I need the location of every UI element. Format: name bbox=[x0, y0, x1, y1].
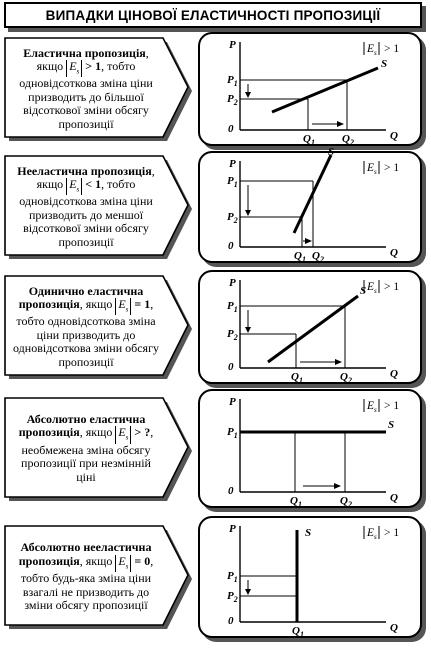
case-description: , тобто будь-яка зміна ціни взагалі не призводить до зміни обсягу пропозиції bbox=[20, 553, 154, 613]
supply-graph bbox=[200, 272, 420, 385]
case-description: , тобто одновідсоткова зміна ціни призводить до більшої відсоткової зміни обсягу пропозиції bbox=[19, 59, 153, 131]
svg-text:s: s bbox=[374, 287, 377, 295]
case-condition-relation: = 1 bbox=[134, 297, 151, 312]
quantity-label: $Q_2$ bbox=[340, 495, 352, 509]
elasticity-symbol: $E_s$ bbox=[66, 60, 82, 77]
origin-label: 0 bbox=[228, 615, 234, 627]
case-condition-prefix: , якщо bbox=[36, 163, 155, 192]
supply-graph-panel bbox=[198, 516, 422, 638]
svg-text:s: s bbox=[374, 168, 377, 176]
case-text bbox=[8, 275, 164, 379]
svg-text:> 1: > 1 bbox=[384, 281, 400, 293]
case-text bbox=[8, 525, 164, 629]
supply-graph-panel bbox=[198, 32, 422, 146]
case-condition-relation: > 1 bbox=[85, 59, 102, 74]
case-description: , необмежена зміна обсягу пропозиції при незмінній ціні bbox=[21, 425, 154, 484]
case-row bbox=[0, 389, 431, 512]
case-description-panel bbox=[4, 275, 190, 379]
origin-label: 0 bbox=[228, 485, 234, 497]
case-description-panel bbox=[4, 155, 190, 259]
svg-text:E: E bbox=[367, 281, 375, 293]
case-name: Одинично еластична пропозиція bbox=[18, 283, 144, 312]
case-name: Абсолютно нееластична пропозиція bbox=[18, 540, 152, 568]
elasticity-symbol: $E_s$ bbox=[115, 555, 131, 572]
price-label: $P_2$ bbox=[227, 93, 238, 107]
quantity-label: $Q_1$ bbox=[291, 371, 303, 385]
price-label: $P_1$ bbox=[227, 74, 238, 88]
svg-text:E: E bbox=[367, 43, 375, 55]
price-axis-label: P bbox=[229, 158, 236, 170]
svg-text:> 1: > 1 bbox=[384, 527, 400, 539]
case-row bbox=[0, 32, 431, 150]
supply-curve-label: S bbox=[305, 527, 312, 539]
case-row bbox=[0, 516, 431, 642]
case-condition-prefix: , якщо bbox=[79, 425, 113, 440]
quantity-label: $Q_1$ bbox=[290, 495, 302, 509]
svg-text:s: s bbox=[374, 533, 377, 541]
case-description-panel bbox=[4, 525, 190, 629]
svg-text:E: E bbox=[367, 527, 375, 539]
origin-label: 0 bbox=[228, 361, 234, 373]
case-row bbox=[0, 146, 431, 267]
case-condition-prefix: , якщо bbox=[36, 45, 149, 74]
price-axis-label: P bbox=[229, 277, 236, 289]
elasticity-symbol: $E_s$ bbox=[66, 178, 82, 195]
quantity-label: $Q_2$ bbox=[342, 133, 354, 147]
supply-graph bbox=[200, 34, 420, 147]
price-label: $P_1$ bbox=[227, 300, 238, 314]
quantity-axis-label: Q bbox=[390, 247, 398, 259]
svg-text:E: E bbox=[367, 162, 375, 174]
case-name: Еластична пропозиція bbox=[23, 45, 146, 60]
price-label: $P_2$ bbox=[227, 211, 238, 225]
case-description-panel bbox=[4, 37, 190, 141]
supply-curve-label: S bbox=[388, 419, 395, 431]
case-condition-relation: < 1 bbox=[85, 177, 102, 192]
elasticity-symbol: $E_s$ bbox=[115, 298, 131, 315]
quantity-axis-label: Q bbox=[390, 368, 398, 380]
quantity-label: $Q_1$ bbox=[294, 250, 306, 264]
supply-graph bbox=[200, 146, 420, 264]
supply-curve-label: S bbox=[328, 146, 335, 158]
quantity-label: $Q_1$ bbox=[303, 133, 315, 147]
price-axis-label: P bbox=[229, 39, 236, 51]
svg-text:> 1: > 1 bbox=[384, 43, 400, 55]
svg-text:> 1: > 1 bbox=[384, 162, 400, 174]
supply-curve-label: S bbox=[360, 285, 367, 297]
svg-text:E: E bbox=[367, 400, 375, 412]
case-row bbox=[0, 270, 431, 388]
case-condition-relation: > ? bbox=[134, 425, 151, 440]
quantity-axis-label: Q bbox=[390, 622, 398, 634]
case-text bbox=[8, 155, 164, 259]
origin-label: 0 bbox=[228, 240, 234, 252]
supply-graph-panel bbox=[198, 270, 422, 384]
case-name: Нееластична пропозиція bbox=[17, 163, 152, 178]
case-condition-prefix: , якщо bbox=[79, 553, 113, 568]
quantity-label: $Q_1$ bbox=[292, 625, 304, 639]
price-label: $P_1$ bbox=[227, 175, 238, 189]
elasticity-label bbox=[364, 42, 399, 57]
case-name: Абсолютно еластична пропозиція bbox=[18, 411, 146, 440]
supply-curve-label: S bbox=[381, 58, 388, 70]
elasticity-label bbox=[364, 526, 399, 541]
origin-label: 0 bbox=[228, 123, 234, 135]
elasticity-label bbox=[364, 399, 399, 414]
quantity-label: $Q_2$ bbox=[312, 250, 324, 264]
price-label: $P_2$ bbox=[227, 328, 238, 342]
case-description-panel bbox=[4, 397, 190, 501]
case-description: , тобто одновідсоткова зміна ціни призводить до меншої відсоткової зміни обсягу пропозиції bbox=[19, 177, 153, 249]
quantity-label: $Q_2$ bbox=[340, 371, 352, 385]
price-label: $P_1$ bbox=[227, 570, 238, 584]
elasticity-symbol: $E_s$ bbox=[115, 426, 131, 443]
case-text bbox=[8, 397, 164, 501]
svg-text:> 1: > 1 bbox=[384, 400, 400, 412]
svg-text:s: s bbox=[374, 406, 377, 414]
case-text bbox=[8, 37, 164, 141]
page-title: ВИПАДКИ ЦІНОВОЇ ЕЛАСТИЧНОСТІ ПРОПОЗИЦІЇ bbox=[4, 2, 422, 28]
supply-graph-panel bbox=[198, 146, 422, 264]
quantity-axis-label: Q bbox=[390, 492, 398, 504]
price-axis-label: P bbox=[229, 523, 236, 535]
price-axis-label: P bbox=[229, 396, 236, 408]
elasticity-label bbox=[364, 161, 399, 176]
price-label: $P_1$ bbox=[227, 426, 238, 440]
case-condition-prefix: , якщо bbox=[79, 297, 113, 312]
case-condition-relation: = 0 bbox=[134, 553, 151, 568]
svg-text:s: s bbox=[374, 49, 377, 57]
quantity-axis-label: Q bbox=[390, 130, 398, 142]
elasticity-label bbox=[364, 280, 399, 295]
supply-graph-panel bbox=[198, 389, 422, 508]
supply-graph bbox=[200, 518, 420, 639]
case-description: , тобто одновідсоткова зміна ціни призводить до одновідсоткова зміни обсягу пропозиції bbox=[13, 297, 159, 369]
price-label: $P_2$ bbox=[227, 590, 238, 604]
supply-curve bbox=[272, 68, 378, 112]
supply-graph bbox=[200, 391, 420, 509]
